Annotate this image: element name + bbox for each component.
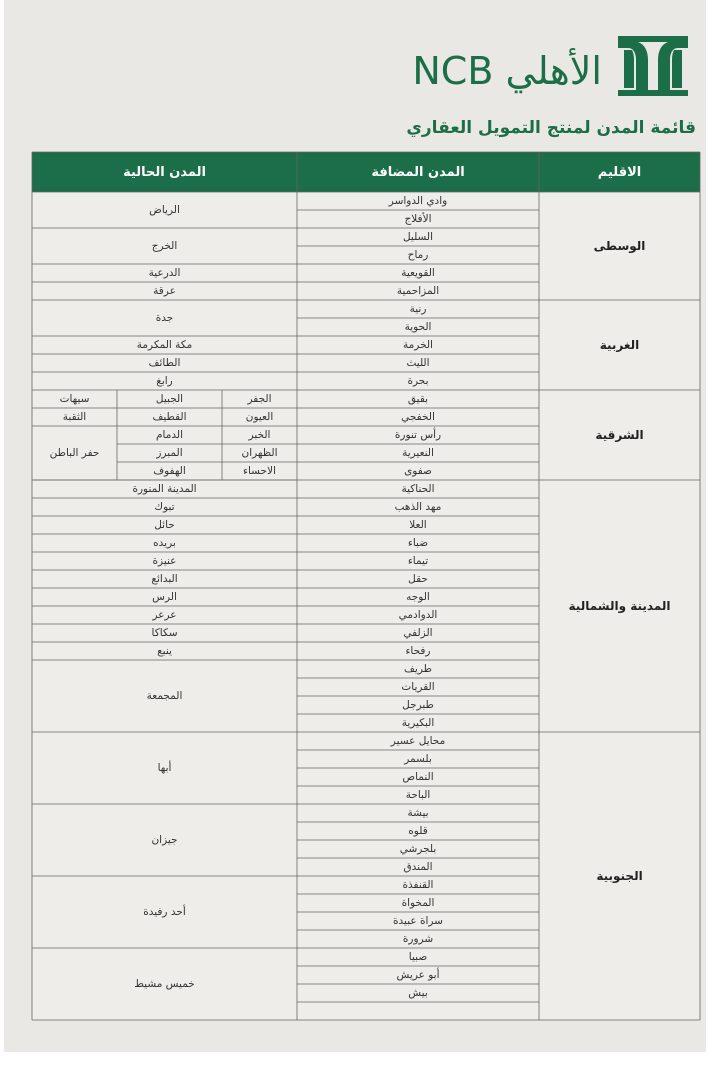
added-city-cell: الخرمة bbox=[403, 339, 433, 351]
added-city-cell: حقل bbox=[408, 573, 428, 585]
added-city-cell: القنفذة bbox=[402, 879, 434, 891]
added-city-cell: طبرجل bbox=[402, 699, 434, 711]
current-city-cell: حفر الباطن bbox=[49, 447, 100, 459]
current-city-cell: تبوك bbox=[154, 501, 175, 513]
current-city-cell: الاحساء bbox=[243, 465, 276, 477]
current-city-cell: أبها bbox=[157, 762, 172, 774]
current-city-cell: بريده bbox=[153, 537, 176, 549]
current-city-cell: سكاكا bbox=[151, 627, 178, 639]
current-city-cell: البدائع bbox=[151, 573, 178, 585]
current-city-cell: ينبع bbox=[157, 645, 172, 657]
added-city-cell: النماص bbox=[402, 771, 434, 783]
current-city-cell: الظهران bbox=[241, 447, 278, 459]
added-city-cell: رفحاء bbox=[405, 645, 431, 657]
current-city-cell: خميس مشيط bbox=[134, 978, 195, 990]
added-city-cell: الحناكية bbox=[401, 483, 435, 495]
current-city-cell: الدمام bbox=[156, 429, 183, 441]
current-city-cell: الجبيل bbox=[155, 393, 184, 405]
added-city-cell: السليل bbox=[402, 231, 434, 243]
current-city-cell: سيهات bbox=[59, 393, 90, 405]
brand-name: الأهلي NCB bbox=[412, 49, 602, 93]
current-city-cell: الرس bbox=[152, 591, 177, 603]
current-city-cell: أحد رفيدة bbox=[143, 906, 186, 918]
header-region: الاقليم bbox=[597, 164, 642, 180]
added-city-cell: النعيرية bbox=[402, 447, 434, 459]
added-city-cell bbox=[297, 1002, 539, 1020]
current-city-cell: حائل bbox=[154, 519, 175, 531]
current-city-cell: عرقة bbox=[153, 285, 176, 297]
current-city-cell: عرعر bbox=[152, 609, 177, 621]
added-city-cell: بيشة bbox=[407, 807, 429, 819]
current-city-cell: عنيزة bbox=[152, 555, 177, 567]
current-city-cell: الهفوف bbox=[153, 465, 186, 477]
added-city-cell: ضباء bbox=[407, 537, 429, 549]
added-city-cell: البكيرية bbox=[401, 717, 435, 729]
added-city-cell: رأس تنورة bbox=[394, 429, 442, 441]
added-city-cell: بحرة bbox=[407, 375, 429, 387]
added-city-cell: سراة عبيدة bbox=[393, 915, 443, 927]
current-city-cell: الطائف bbox=[148, 357, 181, 369]
current-city-cell: رابغ bbox=[156, 375, 173, 387]
current-city-cell: الجفر bbox=[247, 393, 272, 405]
added-city-cell: طريف bbox=[404, 663, 432, 675]
added-city-cell: القريات bbox=[401, 681, 435, 693]
added-city-cell: أبو عريش bbox=[396, 969, 440, 981]
current-city-cell: جيزان bbox=[151, 834, 178, 846]
header-current-cities: المدن الحالية bbox=[123, 164, 206, 180]
added-city-cell: الخفجي bbox=[401, 411, 435, 423]
added-city-cell: بلسمر bbox=[404, 753, 432, 765]
region-cell: الغربية bbox=[599, 338, 640, 352]
added-city-cell: الدوادمي bbox=[398, 609, 438, 621]
current-city-cell: الرياض bbox=[149, 204, 180, 216]
added-city-cell: بقيق bbox=[407, 393, 429, 405]
added-city-cell: مهد الذهب bbox=[394, 501, 442, 513]
added-city-cell: المندق bbox=[403, 861, 433, 873]
page-title: قائمة المدن لمنتج التمويل العقاري bbox=[406, 118, 696, 138]
added-city-cell: القويعية bbox=[401, 267, 435, 279]
added-city-cell: رنية bbox=[409, 303, 427, 315]
current-city-cell: الثقبة bbox=[62, 411, 87, 423]
current-city-cell: الخرج bbox=[151, 240, 178, 252]
added-city-cell: تيماء bbox=[407, 555, 429, 567]
header-added-cities: المدن المضافة bbox=[371, 164, 465, 180]
added-city-cell: المزاحمية bbox=[396, 285, 440, 297]
added-city-cell: شرورة bbox=[402, 933, 434, 945]
added-city-cell: قلوه bbox=[408, 825, 428, 837]
added-city-cell: الباحة bbox=[405, 789, 431, 801]
added-city-cell: وادي الدواسر bbox=[388, 195, 448, 207]
added-city-cell: صفوى bbox=[404, 465, 432, 477]
added-city-cell: العلا bbox=[409, 519, 427, 531]
current-city-cell: الدرعية bbox=[148, 267, 181, 279]
region-cell: الشرقية bbox=[595, 428, 644, 442]
current-city-cell: المدينة المنورة bbox=[132, 483, 197, 495]
current-city-cell: القطيف bbox=[152, 411, 187, 423]
current-city-cell: المجمعة bbox=[146, 690, 183, 702]
added-city-cell: بيش bbox=[408, 987, 428, 999]
added-city-cell: الوجه bbox=[406, 591, 430, 603]
added-city-cell: الزلفي bbox=[403, 627, 433, 639]
added-city-cell: بلجرشي bbox=[399, 843, 437, 855]
region-cell: المدينة والشمالية bbox=[568, 599, 671, 613]
current-city-cell: العيون bbox=[245, 411, 274, 423]
added-city-cell: الليث bbox=[406, 357, 430, 369]
added-city-cell: المخواة bbox=[401, 897, 435, 909]
current-city-cell: الخبر bbox=[248, 429, 271, 441]
region-cell: الجنوبية bbox=[596, 869, 643, 883]
added-city-cell: الأفلاج bbox=[404, 213, 432, 225]
added-city-cell: رماح bbox=[407, 249, 429, 261]
added-city-cell: صبيا bbox=[408, 951, 428, 963]
added-city-cell: الحوية bbox=[404, 321, 432, 333]
current-city-cell: المبرز bbox=[156, 447, 183, 459]
added-city-cell: محايل عسير bbox=[390, 735, 446, 747]
region-cell: الوسطى bbox=[593, 239, 646, 253]
current-city-cell: مكة المكرمة bbox=[136, 339, 193, 351]
current-city-cell: جدة bbox=[155, 312, 174, 324]
